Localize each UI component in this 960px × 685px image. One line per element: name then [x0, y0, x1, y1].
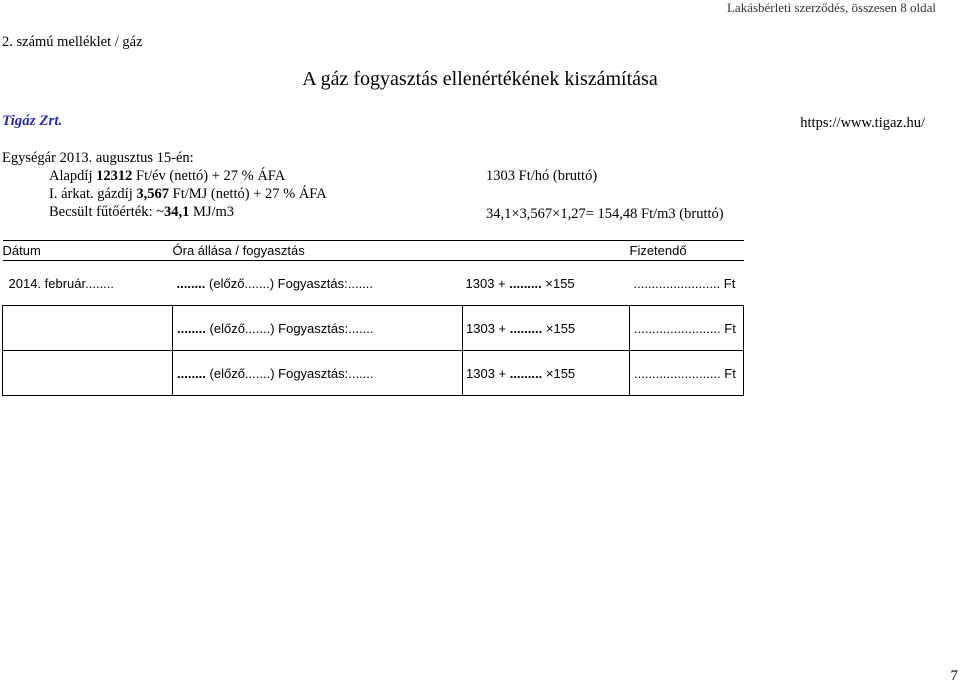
page-number: 7	[950, 668, 958, 684]
calc-base: 1303 +	[466, 365, 510, 381]
calc-dots: .........	[509, 275, 542, 291]
calc-mult: ×155	[542, 365, 576, 381]
base-fee-suffix: Ft/év (nettó) + 27 % ÁFA	[132, 168, 286, 184]
base-fee-line	[49, 168, 285, 185]
company-name: Tigáz Zrt.	[2, 113, 63, 129]
company-url[interactable]: https://www.tigaz.hu/	[800, 115, 925, 131]
calc-dots: .........	[509, 365, 543, 381]
base-fee-result: 1303 Ft/hó (bruttó)	[486, 168, 598, 184]
table-row	[3, 306, 744, 351]
header-payable: Fizetendő	[630, 241, 744, 261]
row-meter[interactable]	[173, 351, 463, 396]
heating-result: 34,1×3,567×1,27= 154,48 Ft/m3 (bruttó)	[486, 206, 724, 222]
consumption-table	[2, 240, 744, 396]
row-calc[interactable]	[463, 351, 630, 396]
row-date[interactable]	[3, 306, 173, 351]
meter-dots: ........	[176, 275, 206, 291]
row-payable[interactable]: ........................ Ft	[630, 306, 744, 351]
row-date[interactable]	[3, 351, 173, 396]
meter-dots: ........	[177, 365, 206, 381]
row-meter[interactable]	[173, 261, 463, 306]
running-header: Lakásbérleti szerződés, összesen 8 oldal	[726, 0, 936, 15]
base-fee-prefix: Alapdíj	[49, 168, 97, 184]
heating-prefix: Becsült fűtőérték: ~	[49, 204, 164, 220]
annex-label: 2. számú melléklet / gáz	[2, 34, 143, 50]
row-payable[interactable]: ........................ Ft	[633, 275, 736, 291]
meter-text: (előző.......) Fogyasztás:.......	[205, 275, 374, 291]
row-calc[interactable]	[463, 261, 630, 306]
meter-dots: ........	[177, 320, 206, 336]
heating-value: 34,1	[163, 204, 190, 220]
tariff-value: 3,567	[136, 186, 169, 202]
row-meter[interactable]	[173, 306, 463, 351]
heating-suffix: MJ/m3	[189, 204, 235, 220]
tariff-prefix: I. árkat. gázdíj	[49, 186, 137, 202]
row-date[interactable]: 2014. február........	[8, 275, 115, 291]
header-meter: Óra állása / fogyasztás	[173, 241, 463, 261]
row-payable[interactable]: ........................ Ft	[630, 351, 744, 396]
calc-mult: ×155	[542, 320, 576, 336]
table-header-row	[3, 241, 744, 261]
tariff-line	[49, 186, 327, 203]
unit-price-heading: Egységár 2013. augusztus 15-én:	[2, 150, 194, 166]
tariff-suffix: Ft/MJ (nettó) + 27 % ÁFA	[169, 186, 327, 202]
calc-base: 1303 +	[465, 275, 510, 291]
header-empty	[463, 241, 630, 261]
calc-mult: ×155	[541, 275, 575, 291]
base-fee-value: 12312	[96, 168, 133, 184]
meter-text: (előző.......) Fogyasztás:.......	[205, 320, 374, 336]
page-title: A gáz fogyasztás ellenértékének kiszámítása	[302, 68, 658, 90]
table-row	[3, 351, 744, 396]
meter-text: (előző.......) Fogyasztás:.......	[205, 365, 374, 381]
header-date: Dátum	[3, 241, 173, 261]
calc-dots: .........	[509, 320, 543, 336]
row-calc[interactable]	[463, 306, 630, 351]
table-row	[3, 261, 744, 306]
heating-value-line	[49, 204, 234, 221]
calc-base: 1303 +	[466, 320, 510, 336]
